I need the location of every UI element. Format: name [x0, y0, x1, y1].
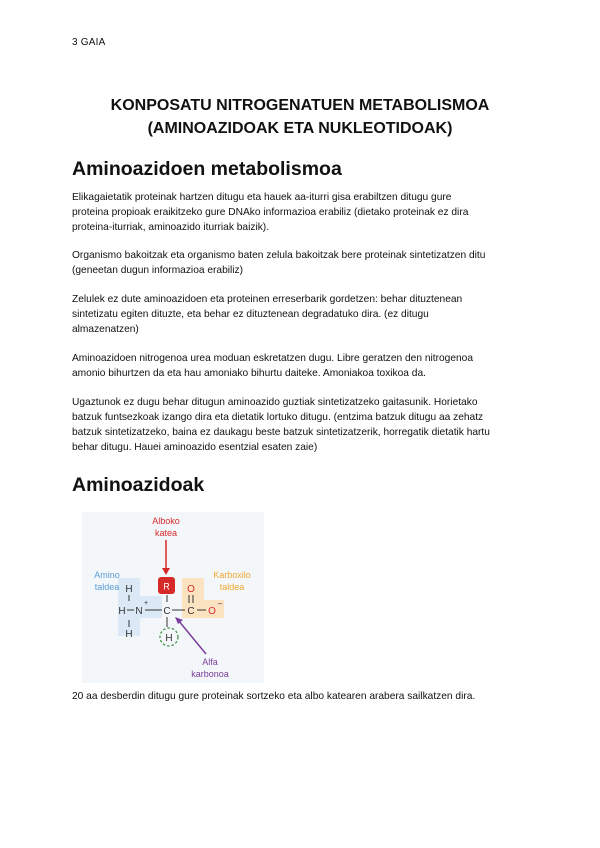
r-group-symbol: R: [163, 581, 170, 592]
document-title: [0, 94, 600, 140]
amino-group-label-line2: taldea: [94, 582, 120, 592]
paragraph-4: Aminoazidoen nitrogenoa urea moduan eskretatzen dugu. Libre geratzen den nitrogenoa amonio bihurtzen da eta hau amoniako bihurtu daiteke. Amoniakoa toxikoa da.: [72, 353, 473, 379]
carboxyl-group-label-line1: Karboxilo: [213, 570, 251, 580]
amino-nitrogen: N: [135, 606, 143, 617]
side-chain-label-line2: katea: [154, 528, 178, 538]
carboxyl-oxygen-double: O: [187, 584, 195, 595]
amino-h-left: H: [118, 606, 126, 617]
alpha-carbon-arrowhead: [175, 617, 183, 624]
alpha-carbon-label-line1: Alfa: [202, 657, 218, 667]
paragraph-1: Elikagaietatik proteinak hartzen ditugu eta hauek aa-iturri gisa erabiltzen ditugu gure proteina propioak eraikitzeko gure DNAko informazioa erabiliz (dietako proteinak ez dira proteina-iturriak, aminoazido iturriak baizik).: [72, 192, 469, 233]
amino-acid-structure-diagram: [82, 512, 264, 683]
carboxyl-oxygen-single: O: [208, 606, 216, 617]
alpha-carbon-label-line2: karbonoa: [191, 669, 229, 679]
alpha-hydrogen: H: [165, 633, 173, 644]
title-line-1: KONPOSATU NITROGENATUEN METABOLISMOA: [110, 97, 490, 114]
amino-h-bottom: H: [125, 629, 133, 640]
paragraph-3: Zelulek ez dute aminoazidoen eta proteinen erreserbarik gordetzen: behar dituztenean sintetizatu egiten dituzte, eta behar ez dituztenean degradatuko dira. (ez ditugu almazenatzen): [72, 294, 463, 335]
side-chain-label-line1: Alboko: [152, 516, 180, 526]
carboxyl-minus-charge: –: [217, 599, 223, 608]
side-chain-arrowhead: [162, 568, 170, 575]
carboxyl-carbon: C: [187, 606, 195, 617]
title-line-2: (AMINOAZIDOAK ETA NUKLEOTIDOAK): [147, 120, 453, 137]
alpha-carbon-arrow: [178, 620, 206, 654]
amino-group-label-line1: Amino: [94, 570, 120, 580]
diagram-caption: 20 aa desberdin ditugu gure proteinak sortzeko eta albo katearen arabera sailkatzen dira.: [72, 691, 476, 702]
section-heading-metabolism: Aminoazidoen metabolismoa: [72, 158, 342, 180]
amino-h-top: H: [125, 584, 133, 595]
paragraph-2: Organismo bakoitzak eta organismo baten zelula bakoitzak bere proteinak sintetizatzen ditu (geneetan dugun informazioa erabiliz): [72, 250, 486, 276]
header-label: 3 GAIA: [72, 37, 106, 48]
carboxyl-group-label-line2: taldea: [219, 582, 245, 592]
amino-plus-charge: +: [143, 600, 149, 607]
amino-acid-svg: [82, 512, 264, 683]
section-heading-amino-acids: Aminoazidoak: [72, 474, 205, 496]
paragraph-5: Ugaztunok ez dugu behar ditugun aminoazido guztiak sintetizatzeko gaitasunik. Horietako batzuk funtsezkoak izango dira eta dietatik lortuko ditugu. (entzima batzuk ditugu aa zehatz batzuk sintetizatzeko, baina ez daukagu beste batzuk sintetizatzerik, horregatik dietatik hartu behar ditugu. Hauei aminoazido esentzial esaten zaie): [72, 397, 490, 453]
alpha-carbon: C: [163, 606, 171, 617]
